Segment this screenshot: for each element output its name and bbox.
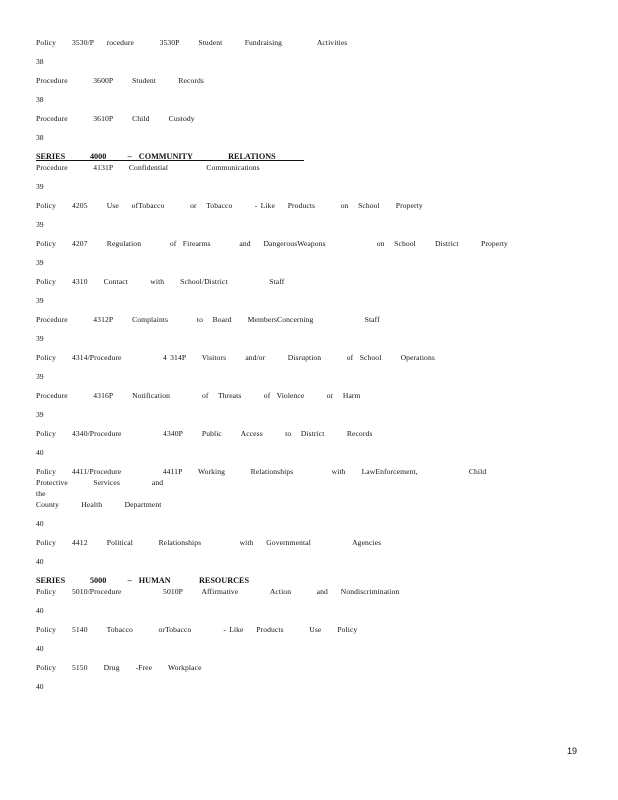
page-number: 19: [567, 746, 578, 756]
toc-entry-page: 40: [36, 557, 44, 566]
table-of-contents: [36, 37, 506, 700]
toc-entry: [36, 466, 506, 529]
toc-entry-title: Policy 4340/Procedure 4340P Public Access to District Records: [36, 429, 373, 438]
toc-entry-title: Procedure 3600P Student Records: [36, 76, 204, 85]
toc-entry-page: 38: [36, 95, 44, 104]
toc-entry-title: Policy 4314/Procedure 4 314P Visitors and/or Disruption of School Operations: [36, 353, 435, 362]
toc-entry: [36, 428, 506, 458]
toc-entry: [36, 75, 506, 105]
toc-entry-page: 40: [36, 682, 44, 691]
toc-entry: [36, 390, 506, 420]
series-heading: SERIES 4000 – COMMUNITY RELATIONS: [36, 152, 305, 161]
toc-entry-page: 40: [36, 644, 44, 653]
toc-entry-page: 40: [36, 519, 44, 528]
toc-entry: [36, 37, 506, 67]
toc-entry: [36, 624, 506, 654]
toc-entry-page: 38: [36, 133, 44, 142]
toc-entry: [36, 537, 506, 567]
toc-entry-page: 39: [36, 182, 44, 191]
series-heading: SERIES 5000 – HUMAN RESOURCES: [36, 576, 250, 585]
toc-entry: [36, 162, 506, 192]
toc-entry-title: Procedure 4131P Confidential Communications: [36, 163, 260, 172]
toc-entry-title: Policy 5140 Tobacco orTobacco - Like Products Use Policy: [36, 625, 358, 634]
toc-entry: [36, 352, 506, 382]
toc-entry-title: Policy 3530/P rocedure 3530P Student Fundraising Activities: [36, 38, 348, 47]
toc-entry-page: 39: [36, 334, 44, 343]
toc-entry-title: Policy 4412 Political Relationships with Governmental Agencies: [36, 538, 382, 547]
toc-entry-title: Policy 4205 Use ofTobacco or Tobacco - Like Products on School Property: [36, 201, 423, 210]
toc-entry: [36, 238, 506, 268]
toc-entry-title: Procedure 4316P Notification of Threats of Violence or Harm: [36, 391, 361, 400]
toc-entry-page: 40: [36, 448, 44, 457]
toc-entry: [36, 314, 506, 344]
toc-entry-title: Policy 4411/Procedure 4411P Working Relationships with LawEnforcement, Child Protective Services and the County Health Department: [36, 467, 487, 509]
toc-entry-page: 40: [36, 606, 44, 615]
toc-entry-page: 39: [36, 220, 44, 229]
toc-entry: [36, 276, 506, 306]
toc-entry-page: 38: [36, 57, 44, 66]
toc-entry: [36, 662, 506, 692]
toc-entry: [36, 113, 506, 143]
toc-entry-title: Procedure 3610P Child Custody: [36, 114, 195, 123]
toc-entry: [36, 586, 506, 616]
toc-entry-page: 39: [36, 410, 44, 419]
toc-entry-title: Policy 4207 Regulation of Firearms and DangerousWeapons on School District Property: [36, 239, 508, 248]
toc-entry: [36, 200, 506, 230]
toc-entry-title: Policy 5010/Procedure 5010P Affirmative Action and Nondiscrimination: [36, 587, 400, 596]
toc-entry-title: Procedure 4312P Complaints to Board MembersConcerning Staff: [36, 315, 380, 324]
toc-entry-title: Policy 4310 Contact with School/District Staff: [36, 277, 285, 286]
toc-entry-page: 39: [36, 372, 44, 381]
toc-entry-page: 39: [36, 258, 44, 267]
toc-entry-title: Policy 5150 Drug -Free Workplace: [36, 663, 202, 672]
toc-entry-page: 39: [36, 296, 44, 305]
